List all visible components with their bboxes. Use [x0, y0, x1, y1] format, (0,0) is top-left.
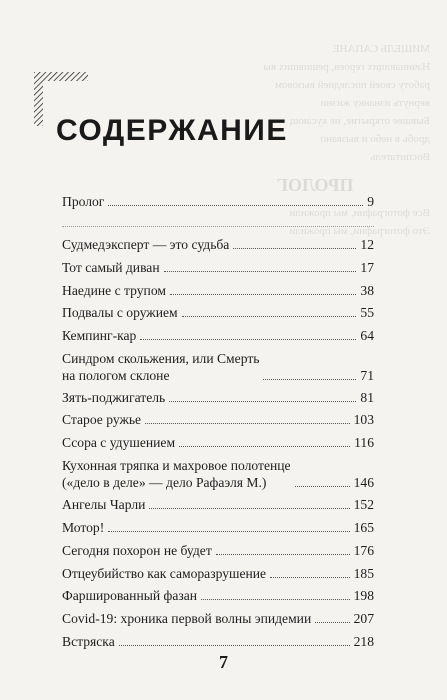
toc-entry-title: Ангелы Чарли	[62, 497, 146, 512]
toc-entry	[62, 389, 374, 406]
toc-entry-page: 9	[367, 194, 374, 209]
toc-entry-title: Отцеубийство как саморазрушение	[62, 566, 267, 581]
toc-entry-page: 55	[360, 305, 374, 320]
dot-leader	[182, 316, 357, 317]
toc-entry	[62, 327, 374, 344]
toc-entry-title: Кемпинг-кар	[62, 328, 137, 343]
dot-leader	[149, 508, 349, 509]
toc-entry	[62, 542, 374, 559]
toc-entry	[62, 457, 374, 491]
dot-leader	[169, 401, 356, 402]
toc-entry	[62, 633, 374, 650]
dot-leader	[315, 622, 349, 623]
toc-entry-title: Мотор!	[62, 520, 105, 535]
toc-entry	[62, 350, 374, 384]
toc-entry-title: Фаршированный фазан	[62, 588, 198, 603]
dot-leader	[145, 423, 350, 424]
toc-entry-title: Судмедэксперт — это судьба	[62, 237, 230, 252]
toc-entry	[62, 193, 374, 210]
toc-entry-title	[62, 457, 291, 491]
dot-leader	[164, 271, 357, 272]
toc-entry-page: 198	[353, 588, 374, 603]
toc-entry-page: 103	[353, 412, 374, 427]
dot-leader	[270, 577, 350, 578]
dot-leader	[119, 645, 350, 646]
toc-entry	[62, 259, 374, 276]
dot-leader	[295, 486, 350, 487]
dot-leader	[140, 339, 356, 340]
toc-entry	[62, 565, 374, 582]
dot-leader	[108, 205, 363, 206]
divider	[62, 226, 374, 227]
toc-entry	[62, 304, 374, 321]
toc-entry-title-line2: («дело в деле» — дело Рафаэля М.)	[62, 475, 267, 490]
toc-entry-page: 71	[360, 368, 374, 383]
toc-entry-page: 152	[353, 497, 374, 512]
dot-leader	[179, 446, 350, 447]
dot-leader	[170, 294, 356, 295]
toc-entry-page: 207	[353, 611, 374, 626]
dot-leader	[216, 554, 350, 555]
toc-entry-title: Сегодня похорон не будет	[62, 543, 212, 558]
toc-entry-title	[62, 350, 259, 384]
toc-entry-title-line1: Синдром скольжения, или Смерть	[62, 351, 260, 366]
toc-entry	[62, 434, 374, 451]
toc-entry-title: Наедине с трупом	[62, 283, 166, 298]
toc-entry	[62, 411, 374, 428]
contents-heading: СОДЕРЖАНИЕ	[56, 114, 288, 147]
toc-entry-title: Старое ружье	[62, 412, 142, 427]
toc-entry-page: 17	[360, 260, 374, 275]
toc-entry-title: Ссора с удушением	[62, 435, 176, 450]
dot-leader	[108, 531, 349, 532]
toc-entry-page: 116	[354, 435, 374, 450]
toc-entry-page: 165	[353, 520, 374, 535]
toc-entry-page: 218	[353, 634, 374, 649]
toc-entry-page: 12	[360, 237, 374, 252]
toc-entry-page: 146	[353, 475, 374, 490]
toc-entry	[62, 236, 374, 253]
toc-entry-page: 176	[353, 543, 374, 558]
toc-entry	[62, 496, 374, 513]
toc-entry-title: Covid-19: хроника первой волны эпидемии	[62, 611, 312, 626]
page-number: 7	[219, 652, 228, 672]
toc-entry-title: Встряска	[62, 634, 115, 649]
toc-entry-title-line1: Кухонная тряпка и махровое полотенце	[62, 458, 291, 473]
toc-entry-page: 64	[360, 328, 374, 343]
dot-leader	[233, 248, 356, 249]
toc-entry-page: 38	[360, 283, 374, 298]
toc-entry-title: Подвалы с оружием	[62, 305, 178, 320]
toc-entry	[62, 282, 374, 299]
toc-entry	[62, 610, 374, 627]
toc-entry-title: Зять-поджигатель	[62, 390, 166, 405]
toc-entry-title: Тот самый диван	[62, 260, 160, 275]
toc-entry-page: 81	[360, 390, 374, 405]
toc-entry-title: Пролог	[62, 194, 105, 209]
bleed-through-text: МИШЕЛЬ САПАНЕ Начинающих героев, решивших вы работу своей последней вызовом вернуть изнанку жизни Бывшее открытие, не кусающ дробь в небо и вызвано Воспитатель ПРОЛОГ Все фотографии, мы прожили Это фотографии, мы прожили	[263, 43, 430, 237]
toc-entry	[62, 519, 374, 536]
toc-entry-title-line2: на пологом склоне	[62, 368, 170, 383]
toc-entry	[62, 587, 374, 604]
dot-leader	[201, 599, 350, 600]
toc-entry-page: 185	[353, 566, 374, 581]
dot-leader	[263, 379, 356, 380]
